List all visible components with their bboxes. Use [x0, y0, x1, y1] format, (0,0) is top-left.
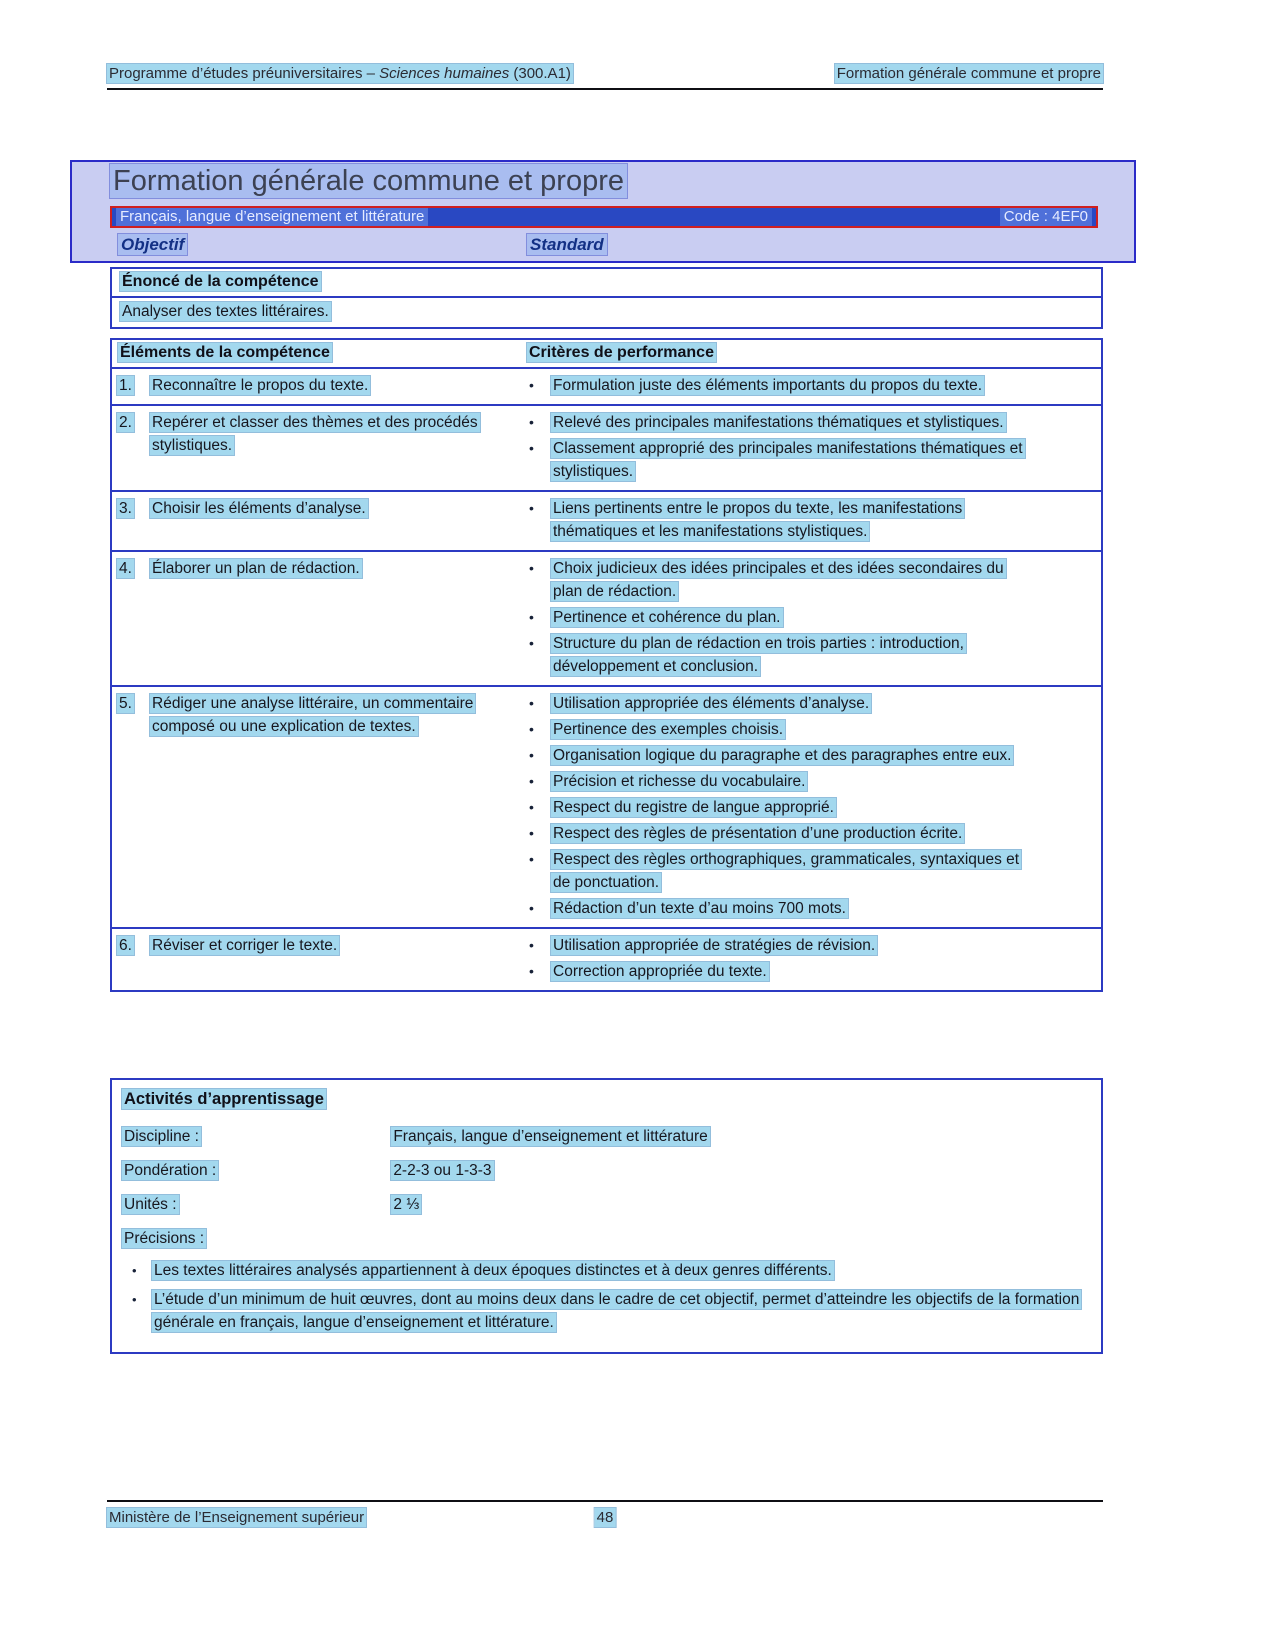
activity-field: [122, 1126, 1091, 1147]
criterion-item: [522, 934, 1031, 957]
field-value: 2-2-3 ou 1-3-3: [393, 1162, 492, 1179]
bullet-icon: •: [529, 635, 534, 651]
header-left-suffix: (300.A1): [509, 65, 571, 82]
activity-field: [122, 1194, 1091, 1215]
bullet-icon: •: [529, 377, 534, 393]
bullet-icon: •: [529, 773, 534, 789]
precision-item: [122, 1288, 1091, 1334]
page-title: Formation générale commune et propre: [110, 163, 627, 199]
bullet-icon: •: [529, 900, 534, 916]
header-left: [107, 64, 573, 83]
precision-text: L’étude d’un minimum de huit œuvres, dont au moins deux dans le cadre de cet objectif, permet d’atteindre les objectifs de la formation générale en français, langue d’enseignement et littérature.: [154, 1291, 1080, 1331]
activites-header: Activités d’apprentissage: [124, 1090, 324, 1108]
criterion-text: Utilisation appropriée des éléments d’analyse.: [553, 695, 870, 712]
bullet-icon: •: [529, 963, 534, 979]
field-label: Pondération :: [124, 1162, 217, 1179]
header-left-program-name: Sciences humaines: [379, 65, 510, 82]
bullet-icon: •: [529, 440, 534, 456]
running-header: [107, 64, 1103, 90]
precision-item: [122, 1259, 1091, 1282]
table-row: [112, 552, 1101, 687]
enonce-table: [110, 267, 1103, 329]
criteria-list: [522, 934, 1101, 983]
element-number: 6.: [119, 937, 132, 954]
competence-table-header: [112, 340, 1101, 369]
criterion-text: Organisation logique du paragraphe et des paragraphes entre eux.: [553, 747, 1012, 764]
bullet-icon: •: [529, 825, 534, 841]
criterion-item: [522, 557, 1031, 603]
table-row: [112, 406, 1101, 492]
competence-table: [110, 338, 1103, 992]
criterion-text: Formulation juste des éléments importants du propos du texte.: [553, 377, 983, 394]
table-row: [112, 687, 1101, 929]
enonce-header: Énoncé de la compétence: [112, 269, 1101, 298]
bullet-icon: •: [529, 414, 534, 430]
bullet-icon: •: [529, 937, 534, 953]
criterion-item: [522, 897, 1031, 920]
criterion-item: [522, 822, 1031, 845]
element-number: 5.: [119, 695, 132, 712]
field-value: Français, langue d’enseignement et littérature: [393, 1128, 708, 1145]
precision-text: Les textes littéraires analysés appartiennent à deux époques distinctes et à deux genres différents.: [154, 1262, 832, 1279]
criterion-text: Utilisation appropriée de stratégies de révision.: [553, 937, 876, 954]
bullet-icon: •: [529, 500, 534, 516]
element-text: Réviser et corriger le texte.: [152, 937, 338, 954]
activites-box: [110, 1078, 1103, 1354]
standard-label: Standard: [527, 235, 607, 255]
criterion-text: Choix judicieux des idées principales et des idées secondaires du plan de rédaction.: [553, 560, 1004, 600]
bullet-icon: •: [132, 1263, 137, 1278]
criteria-list: [522, 497, 1101, 543]
table-row: [112, 369, 1101, 406]
criterion-text: Respect des règles de présentation d’une production écrite.: [553, 825, 963, 842]
table-row: [112, 492, 1101, 552]
criterion-text: Correction appropriée du texte.: [553, 963, 767, 980]
criterion-text: Pertinence des exemples choisis.: [553, 721, 784, 738]
page-number: 48: [596, 1509, 614, 1526]
header-right: Formation générale commune et propre: [836, 65, 1101, 82]
criterion-item: [522, 606, 1031, 629]
criterion-text: Liens pertinents entre le propos du texte, les manifestations thématiques et les manifestations stylistiques.: [553, 500, 963, 540]
bullet-icon: •: [529, 799, 534, 815]
course-code: Code : 4EF0: [1001, 209, 1091, 225]
element-cell: [112, 692, 522, 920]
element-text: Repérer et classer des thèmes et des procédés stylistiques.: [152, 414, 478, 454]
precisions-label: Précisions :: [124, 1230, 205, 1247]
criterion-item: [522, 411, 1031, 434]
criteria-list: [522, 411, 1101, 483]
table-row: [112, 929, 1101, 990]
element-number: 4.: [119, 560, 132, 577]
activity-fields: [122, 1126, 1091, 1215]
header-left-prefix: Programme d’études préuniversitaires –: [109, 65, 380, 82]
criterion-item: [522, 437, 1031, 483]
element-cell: [112, 934, 522, 983]
bullet-icon: •: [529, 560, 534, 576]
criterion-item: [522, 497, 1031, 543]
footer-left: Ministère de l’Enseignement supérieur: [109, 1509, 365, 1526]
col-elements-header: Éléments de la compétence: [120, 344, 330, 361]
criterion-item: [522, 374, 1031, 397]
criterion-item: [522, 718, 1031, 741]
element-cell: [112, 497, 522, 543]
bullet-icon: •: [529, 851, 534, 867]
criteria-list: [522, 692, 1101, 920]
criterion-text: Respect des règles orthographiques, grammaticales, syntaxiques et de ponctuation.: [553, 851, 1020, 891]
competence-rows: [112, 369, 1101, 990]
criterion-text: Rédaction d’un texte d’au moins 700 mots.: [553, 900, 846, 917]
criteria-list: [522, 374, 1101, 397]
col-criteres-header: Critères de performance: [529, 344, 714, 361]
element-cell: [112, 411, 522, 483]
criterion-item: [522, 692, 1031, 715]
criterion-item: [522, 960, 1031, 983]
element-number: 3.: [119, 500, 132, 517]
field-label: Discipline :: [124, 1128, 199, 1145]
element-text: Élaborer un plan de rédaction.: [152, 560, 360, 577]
criterion-text: Classement approprié des principales manifestations thématiques et stylistiques.: [553, 440, 1023, 480]
course-name: Français, langue d’enseignement et littérature: [117, 209, 427, 225]
element-text: Rédiger une analyse littéraire, un commentaire composé ou une explication de textes.: [152, 695, 474, 735]
objectif-label: Objectif: [118, 235, 187, 255]
element-number: 2.: [119, 414, 132, 431]
element-text: Reconnaître le propos du texte.: [152, 377, 369, 394]
element-text: Choisir les éléments d’analyse.: [152, 500, 366, 517]
bullet-icon: •: [132, 1292, 137, 1307]
title-block: [70, 160, 1136, 263]
criterion-item: [522, 770, 1031, 793]
precisions-list: [122, 1259, 1091, 1334]
element-cell: [112, 557, 522, 678]
activity-field: [122, 1160, 1091, 1181]
criteria-list: [522, 557, 1101, 678]
element-number: 1.: [119, 377, 132, 394]
criterion-item: [522, 796, 1031, 819]
enonce-body: Analyser des textes littéraires.: [122, 303, 329, 320]
criterion-text: Précision et richesse du vocabulaire.: [553, 773, 806, 790]
course-bar: [110, 206, 1098, 228]
field-value: 2 ⅓: [393, 1196, 420, 1213]
criterion-text: Pertinence et cohérence du plan.: [553, 609, 781, 626]
bullet-icon: •: [529, 695, 534, 711]
bullet-icon: •: [529, 609, 534, 625]
criterion-text: Relevé des principales manifestations thématiques et stylistiques.: [553, 414, 1004, 431]
criterion-text: Structure du plan de rédaction en trois parties : introduction, développement et conclusion.: [553, 635, 964, 675]
criterion-item: [522, 744, 1031, 767]
criterion-item: [522, 632, 1031, 678]
running-footer: [107, 1500, 1103, 1527]
bullet-icon: •: [529, 721, 534, 737]
criterion-text: Respect du registre de langue approprié.: [553, 799, 834, 816]
criterion-item: [522, 848, 1031, 894]
element-cell: [112, 374, 522, 397]
bullet-icon: •: [529, 747, 534, 763]
field-label: Unités :: [124, 1196, 177, 1213]
